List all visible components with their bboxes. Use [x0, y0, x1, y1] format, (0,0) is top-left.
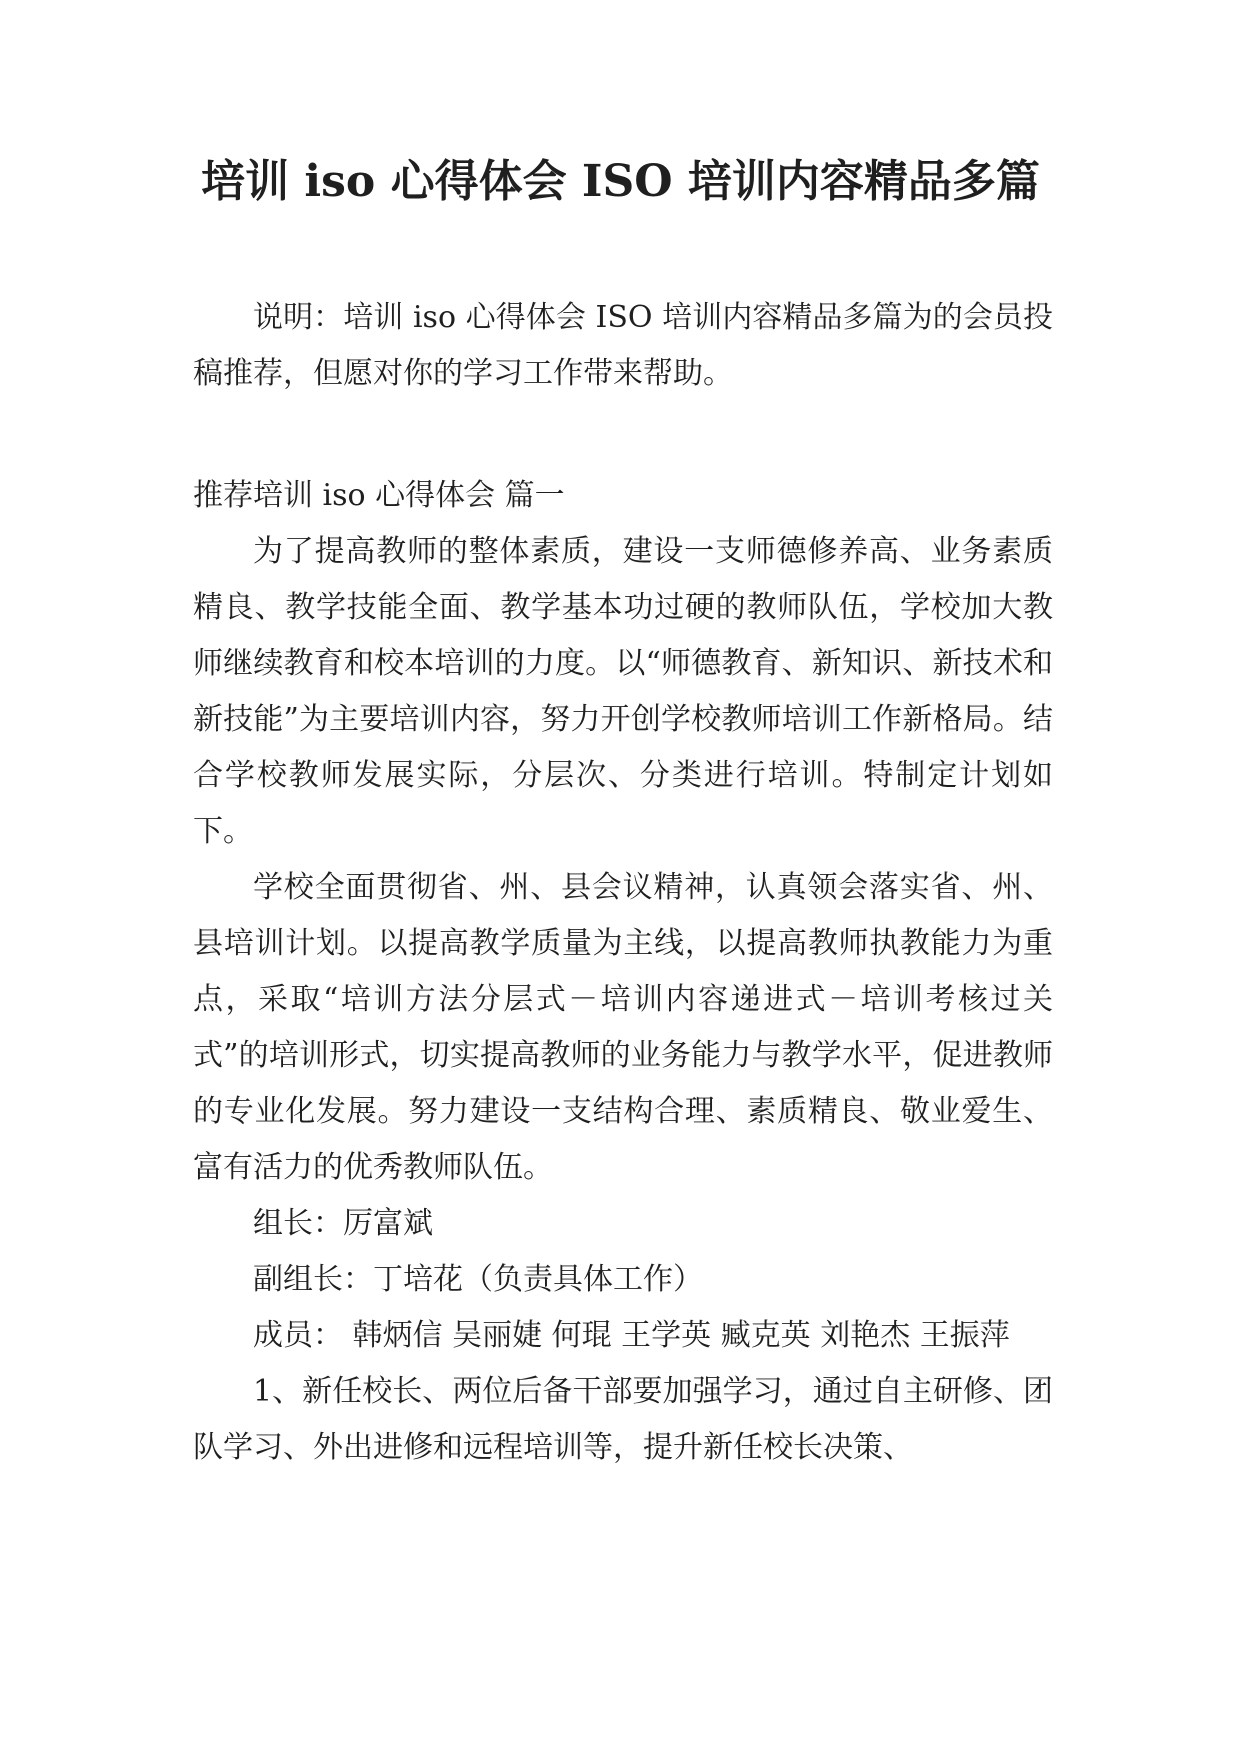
body-paragraph: 为了提高教师的整体素质，建设一支师德修养高、业务素质精良、教学技能全面、教学基本功过硬的教师队伍，学校加大教师继续教育和校本培训的力度。以“师德教育、新知识、新技术和新技能”为主要培训内容，努力开创学校教师培训工作新格局。结合学校教师发展实际，分层次、分类进行培训。特制定计划如下。: [193, 534, 1053, 849]
body-paragraph: 1、新任校长、两位后备干部要加强学习，通过自主研修、团队学习、外出进修和远程培训等，提升新任校长决策、: [193, 1374, 1053, 1465]
section-heading: 推荐培训 iso 心得体会 篇一: [193, 478, 565, 513]
leader-line: 组长：厉富斌: [253, 1206, 433, 1241]
document-title: 培训 iso 心得体会 ISO 培训内容精品多篇: [201, 156, 1040, 207]
body-paragraph: 学校全面贯彻省、州、县会议精神，认真领会落实省、州、县培训计划。以提高教学质量为主线，以提高教师执教能力为重点，采取“培训方法分层式－培训内容递进式－培训考核过关式”的培训形式，切实提高教师的业务能力与教学水平，促进教师的专业化发展。努力建设一支结构合理、素质精良、敬业爱生、富有活力的优秀教师队伍。: [193, 870, 1053, 1185]
document-body: [193, 290, 1053, 1476]
deputy-leader-line: 副组长：丁培花（负责具体工作）: [253, 1262, 703, 1297]
members-line: 成员： 韩炳信 吴丽婕 何琨 王学英 臧克英 刘艳杰 王振萍: [253, 1318, 1010, 1353]
section-spacer: [193, 402, 1053, 468]
intro-paragraph: 说明：培训 iso 心得体会 ISO 培训内容精品多篇为的会员投稿推荐，但愿对你的学习工作带来帮助。: [193, 300, 1053, 391]
